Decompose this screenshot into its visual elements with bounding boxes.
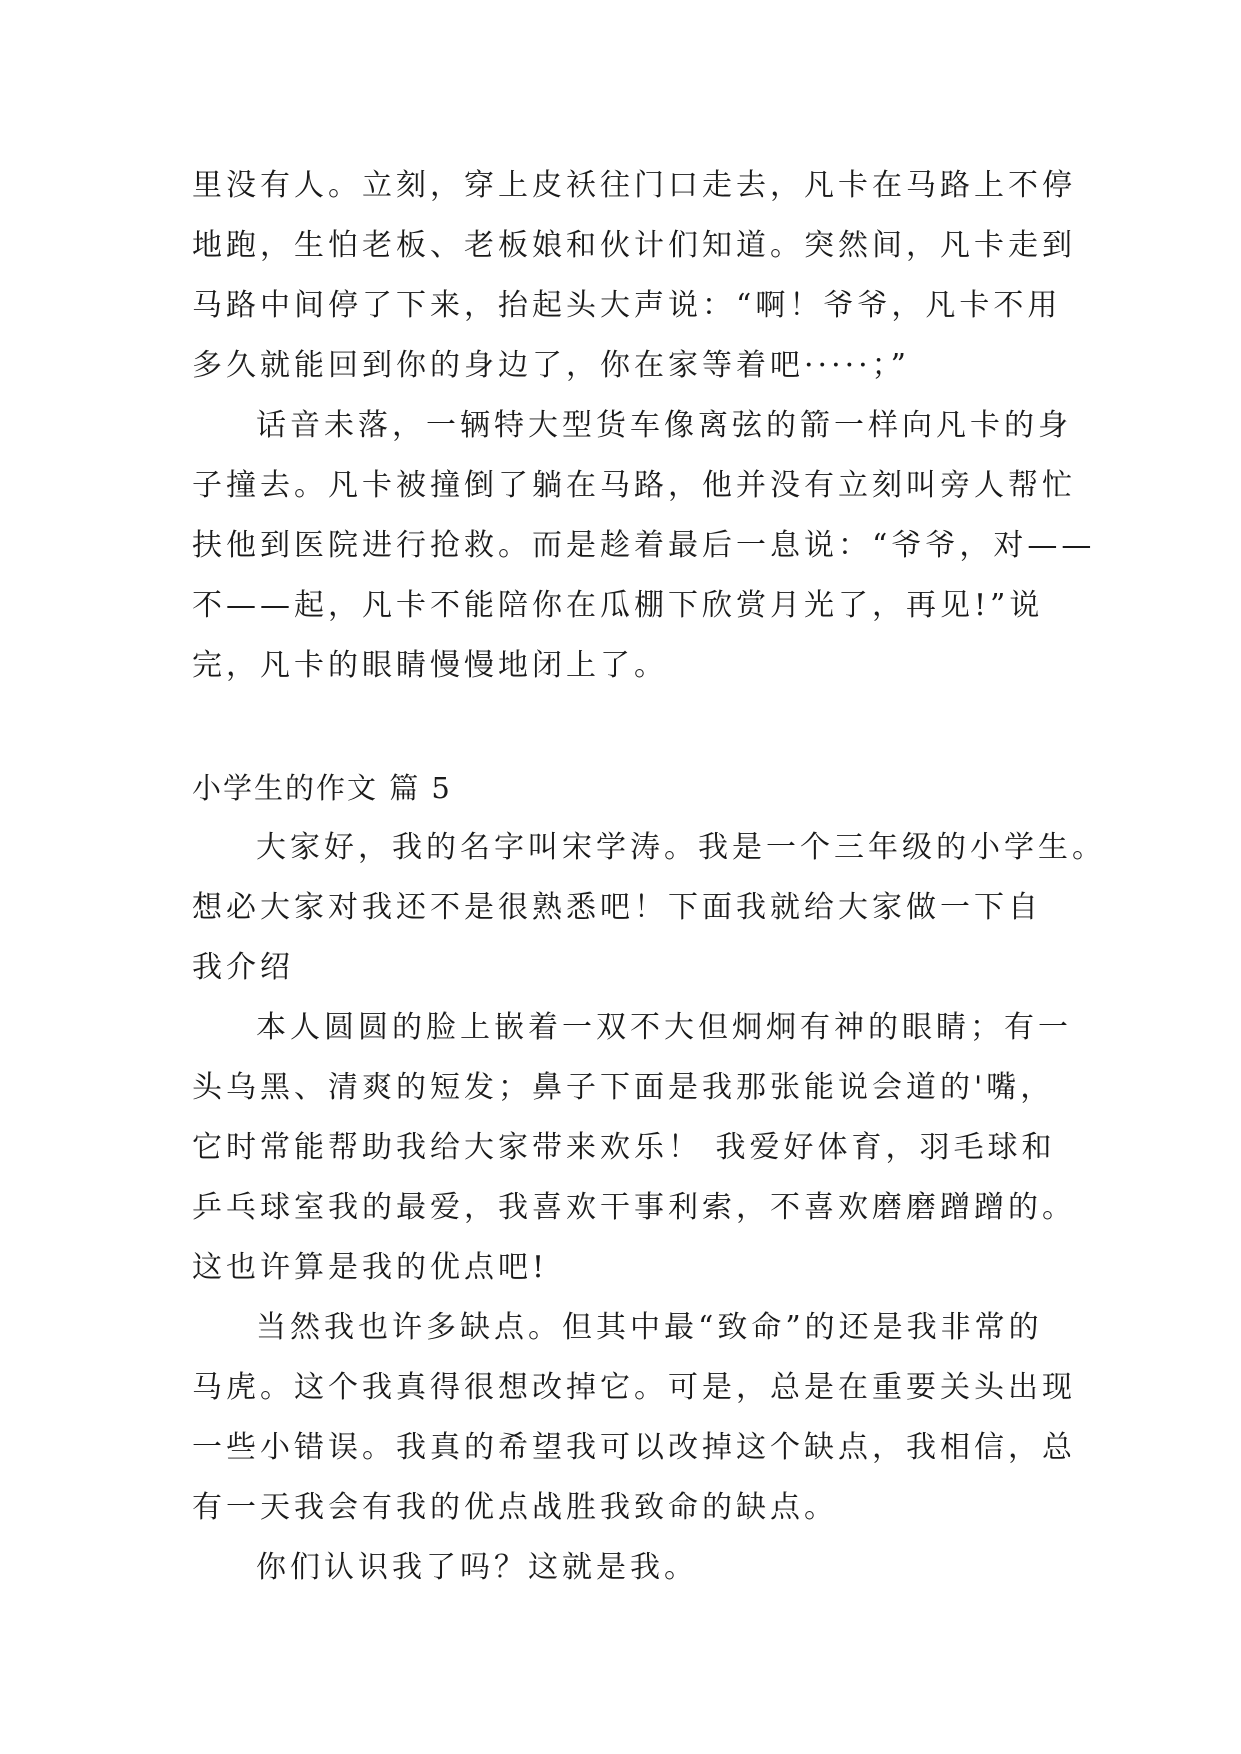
text-line: 地跑，生怕老板、老板娘和伙计们知道。突然间，凡卡走到 bbox=[192, 228, 1076, 263]
text-line: 不——起，凡卡不能陪你在瓜棚下欣赏月光了，再见!”说 bbox=[192, 588, 1044, 623]
text-line: 完，凡卡的眼睛慢慢地闭上了。 bbox=[192, 648, 668, 683]
text-line: 头乌黑、清爽的短发；鼻子下面是我那张能说会道的'嘴， bbox=[192, 1070, 1055, 1105]
paragraph bbox=[192, 998, 1076, 1298]
text-line: 里没有人。立刻，穿上皮袄往门口走去，凡卡在马路上不停 bbox=[192, 168, 1076, 203]
text-line: 我介绍 bbox=[192, 950, 294, 985]
paragraph bbox=[192, 1538, 1072, 1598]
text-line: 马虎。这个我真得很想改掉它。可是，总是在重要关头出现 bbox=[192, 1370, 1076, 1405]
text-line: 本人圆圆的脸上嵌着一双不大但炯炯有神的眼睛；有一 bbox=[256, 1010, 1072, 1045]
text-line: 话音未落，一辆特大型货车像离弦的箭一样向凡卡的身 bbox=[256, 408, 1072, 443]
text-line: 大家好，我的名字叫宋学涛。我是一个三年级的小学生。 bbox=[256, 830, 1106, 865]
paragraph bbox=[192, 396, 1096, 696]
document-body bbox=[192, 156, 1106, 1598]
text-line: 一些小错误。我真的希望我可以改掉这个缺点，我相信，总 bbox=[192, 1430, 1076, 1465]
paragraph-continued bbox=[192, 156, 1076, 396]
text-line: 你们认识我了吗？这就是我。 bbox=[256, 1550, 698, 1585]
text-line: 马路中间停了下来，抬起头大声说：“啊！爷爷，凡卡不用 bbox=[192, 288, 1062, 323]
text-line: 扶他到医院进行抢救。而是趁着最后一息说：“爷爷，对—— bbox=[192, 528, 1096, 563]
paragraph bbox=[192, 818, 1106, 998]
section-spacer bbox=[192, 696, 1072, 758]
text-line: 子撞去。凡卡被撞倒了躺在马路，他并没有立刻叫旁人帮忙 bbox=[192, 468, 1076, 503]
text-line: 这也许算是我的优点吧! bbox=[192, 1250, 549, 1285]
text-line: 有一天我会有我的优点战胜我致命的缺点。 bbox=[192, 1490, 838, 1525]
text-line: 当然我也许多缺点。但其中最“致命”的还是我非常的 bbox=[256, 1310, 1043, 1345]
paragraph bbox=[192, 1298, 1076, 1538]
text-line: 想必大家对我还不是很熟悉吧！下面我就给大家做一下自 bbox=[192, 890, 1042, 925]
text-line: 多久就能回到你的身边了，你在家等着吧·····；” bbox=[192, 348, 911, 383]
text-line: 它时常能帮助我给大家带来欢乐！ 我爱好体育，羽毛球和 bbox=[192, 1130, 1056, 1165]
section-title: 小学生的作文 篇 5 bbox=[192, 771, 452, 805]
text-line: 乒乓球室我的最爱，我喜欢干事利索，不喜欢磨磨蹭蹭的。 bbox=[192, 1190, 1076, 1225]
